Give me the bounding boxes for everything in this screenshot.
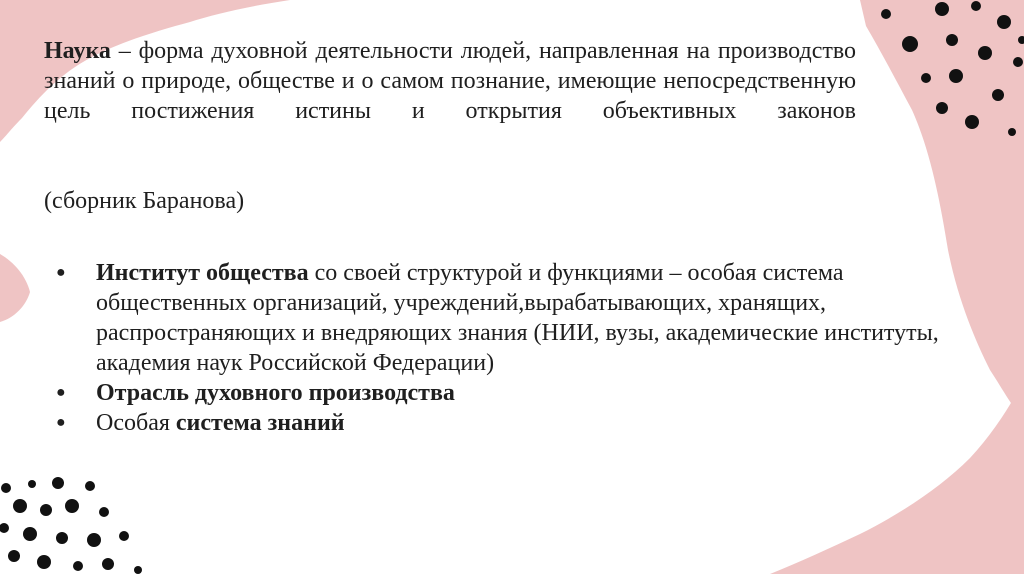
bullet-item (44, 378, 986, 408)
bullet-list (44, 258, 939, 438)
bullet-bold-text: Институт общества (96, 260, 309, 286)
definition-term: Наука (44, 38, 111, 64)
dot (28, 480, 36, 488)
dot (134, 566, 142, 574)
dot (935, 2, 949, 16)
dot (8, 550, 20, 562)
pink-brush-left-mid (0, 254, 30, 322)
dot (936, 102, 948, 114)
dot (949, 69, 963, 83)
dot (85, 481, 95, 491)
dot (1, 483, 11, 493)
dot (52, 477, 64, 489)
bullet-item (44, 258, 986, 378)
dot (992, 89, 1004, 101)
dot (978, 46, 992, 60)
bullet-icon: ● (56, 414, 66, 431)
dot (99, 507, 109, 517)
dot (971, 1, 981, 11)
definition-paragraph (44, 36, 856, 156)
dot (87, 533, 101, 547)
dot (965, 115, 979, 129)
dot (40, 504, 52, 516)
bullet-item (44, 408, 986, 438)
dot (1013, 57, 1023, 67)
dot (37, 555, 51, 569)
dot (946, 34, 958, 46)
dot (73, 561, 83, 571)
bullet-bold-text: система знаний (175, 410, 345, 436)
bullet-text: со своей структурой и функциями – особая система общественных организаций, учреждений,вырабатывающих, хранящих, распространяющих и внедряющих знания (НИИ, вузы, академические институты, академия наук Российской Федерации) (96, 260, 939, 376)
dot (881, 9, 891, 19)
dot (102, 558, 114, 570)
bullet-prefix-text: Особая (96, 410, 176, 436)
dot (119, 531, 129, 541)
dot-cluster-bottom-left (0, 477, 142, 574)
definition-text: – форма духовной деятельности людей, направленная на производство знаний о природе, обществе и о самом познание, имеющие непосредственную цель постижения истины и открытия объективных законов (44, 38, 856, 124)
dot (23, 527, 37, 541)
dot (997, 15, 1011, 29)
source-citation: (сборник Баранова) (44, 188, 245, 214)
dot (902, 36, 918, 52)
bullet-bold-text: Отрасль духовного производства (96, 380, 455, 406)
dot (1008, 128, 1016, 136)
dot (921, 73, 931, 83)
bullet-icon: ● (56, 384, 66, 401)
dot (0, 523, 9, 533)
bullet-icon: ● (56, 264, 66, 281)
dot (56, 532, 68, 544)
slide-content (44, 36, 939, 438)
dot (65, 499, 79, 513)
dot (13, 499, 27, 513)
